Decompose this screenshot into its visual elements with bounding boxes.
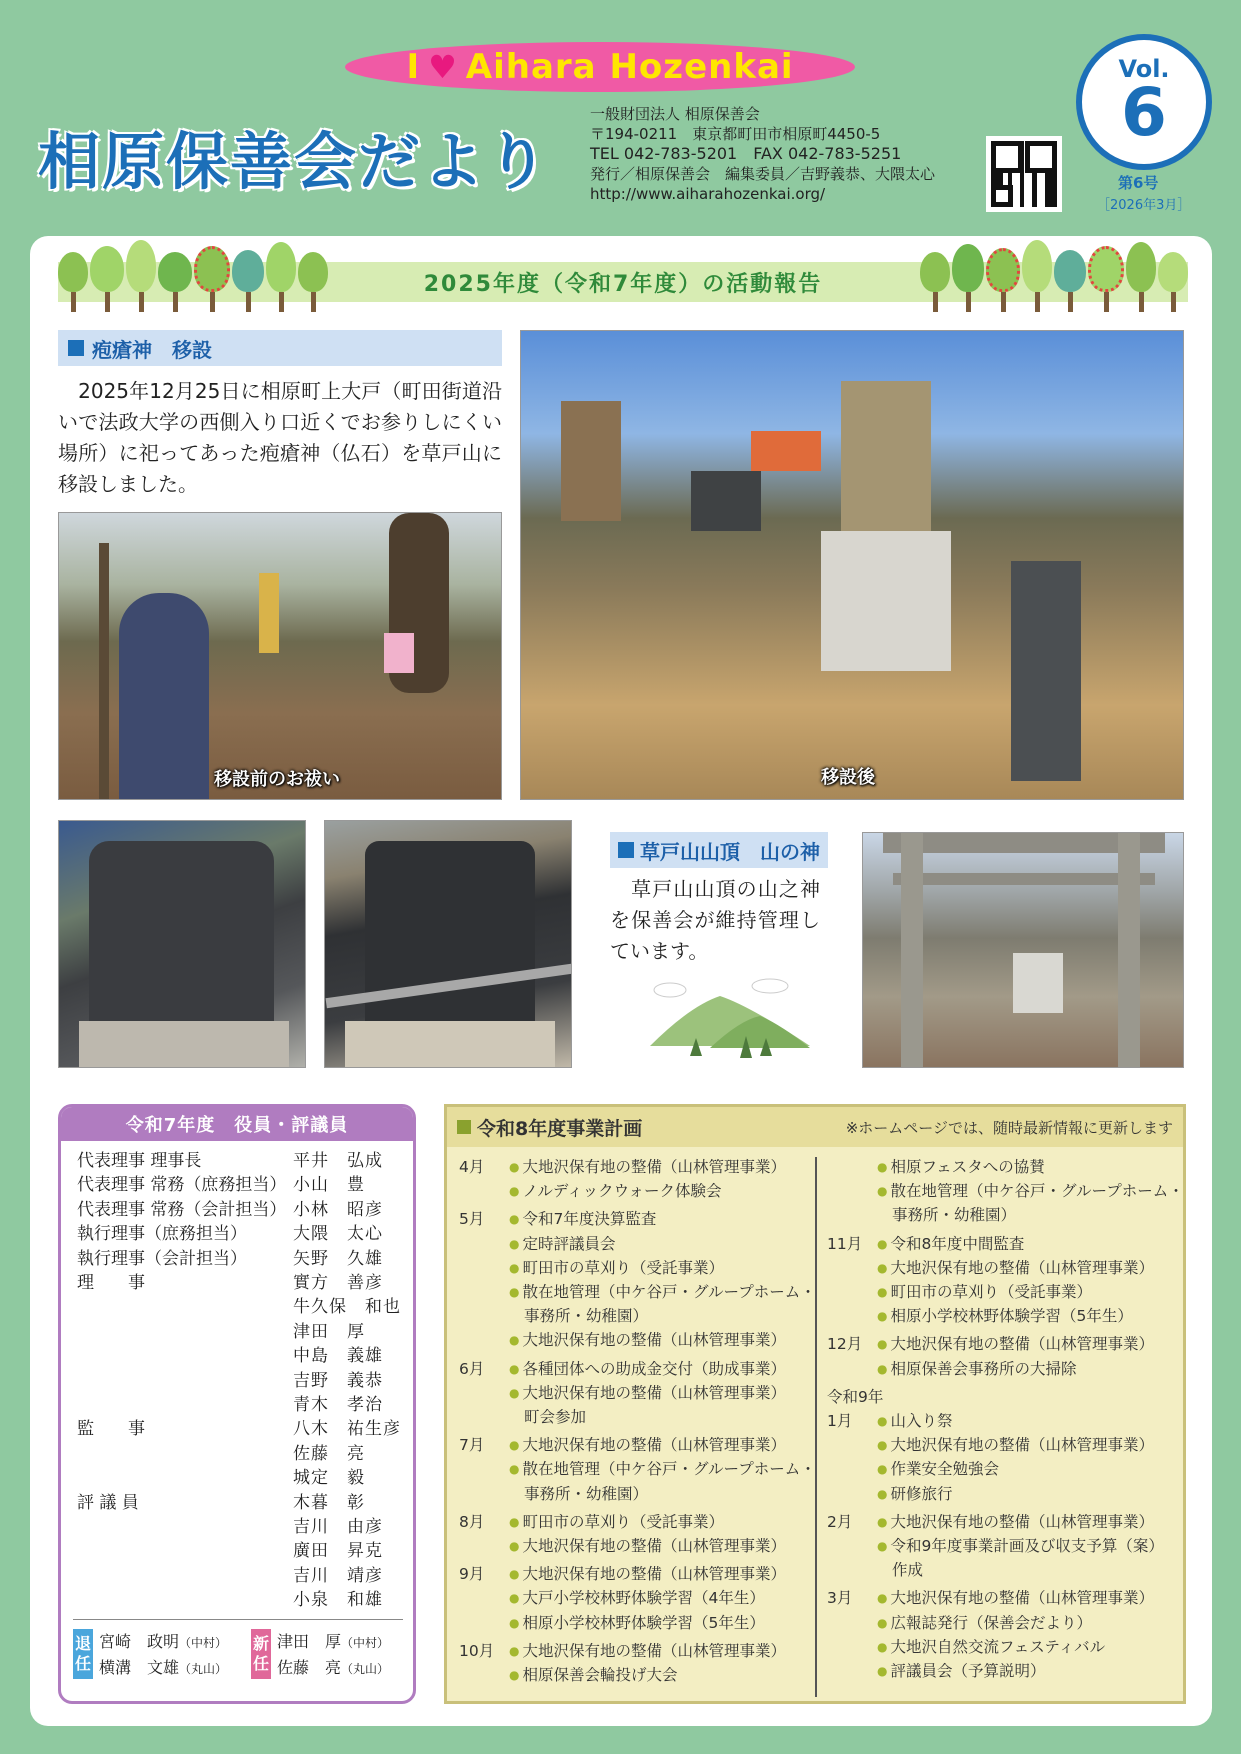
plan-item: ● 大地沢自然交流フェスティバル [877, 1635, 1105, 1657]
retired-member: 横溝 文雄（丸山） [99, 1658, 228, 1677]
new-member: 佐藤 亮（丸山） [277, 1658, 390, 1677]
plan-item: ● 大地沢保有地の整備（山林管理事業） [509, 1381, 786, 1403]
officer-name: 吉川 靖彦 [293, 1565, 383, 1586]
officer-name: 青木 孝治 [293, 1395, 383, 1415]
officer-role: 理 事 [77, 1273, 145, 1293]
plan-month: 6月 [459, 1359, 485, 1378]
banner-i: I [406, 47, 421, 87]
officers-title: 令和7年度 役員・評議員 [61, 1107, 413, 1141]
square-bullet-icon [457, 1120, 471, 1134]
officer-name: 牛久保 和也 [293, 1297, 401, 1318]
plan-item: ● 町田市の草刈り（受託事業） [877, 1280, 1092, 1302]
report-heading [58, 262, 1188, 302]
plan-item: ● 大地沢保有地の整備（山林管理事業） [509, 1155, 786, 1177]
plan-item: ● 相原保善会輪投げ大会 [509, 1663, 678, 1685]
section-hoso-heading: 疱瘡神 移設 [58, 330, 502, 366]
plan-year-label: 令和9年 [827, 1387, 884, 1406]
officer-name: 小山 豊 [293, 1175, 365, 1196]
plan-item: ● ノルディックウォーク体験会 [509, 1179, 722, 1201]
plan-item: ● 大地沢保有地の整備（山林管理事業） [877, 1433, 1154, 1455]
plan-item: 事務所・幼稚園） [524, 1484, 649, 1503]
plan-month: 5月 [459, 1210, 485, 1229]
plan-item: ● 令和7年度決算監査 [509, 1207, 656, 1229]
photo-before-relocation [58, 512, 502, 800]
issue-number: 第6号 [1118, 174, 1159, 192]
officer-name: 實方 善彦 [293, 1273, 383, 1293]
plan-item: ● 散在地管理（中ケ谷戸・グループホーム・ [509, 1457, 816, 1479]
plan-title: 令和8年度事業計画 [477, 1117, 643, 1140]
square-bullet-icon [68, 340, 84, 356]
volume-badge [1076, 34, 1212, 170]
officer-name: 木暮 彰 [293, 1492, 365, 1513]
org-name: 一般財団法人 相原保善会 [590, 105, 760, 123]
plan-item: ● 定時評議員会 [509, 1232, 616, 1254]
main-panel [30, 236, 1212, 1726]
photo-stone-inscription-2 [324, 820, 572, 1068]
square-bullet-icon [618, 842, 634, 858]
officer-name: 廣田 昇克 [293, 1541, 383, 1562]
officer-name: 津田 厚 [293, 1321, 365, 1342]
photo-stone-inscription-1 [58, 820, 306, 1068]
plan-month: 12月 [827, 1335, 863, 1354]
issue-date: ［2026年3月］ [1097, 198, 1191, 213]
officer-role: 監 事 [77, 1419, 145, 1440]
officer-name: 吉野 義恭 [293, 1370, 383, 1391]
photo-after-caption: 移設後 [821, 767, 875, 788]
plan-item: ● 相原小学校林野体験学習（5年生） [877, 1304, 1133, 1326]
plan-item: ● 散在地管理（中ケ谷戸・グループホーム・ [509, 1280, 816, 1302]
plan-item: ● 作業安全勉強会 [877, 1457, 999, 1479]
plan-month: 11月 [827, 1234, 863, 1253]
new-member: 津田 厚（中村） [277, 1632, 390, 1651]
plan-month: 3月 [827, 1589, 853, 1608]
heart-icon: ♥ [428, 48, 458, 86]
plan-note: ※ホームページでは、随時最新情報に更新します [845, 1118, 1173, 1137]
officer-name: 中島 義雄 [293, 1346, 383, 1367]
column-divider [815, 1157, 817, 1697]
officer-role: 代表理事 常務（会計担当） [77, 1199, 287, 1220]
plan-item: ● 大地沢保有地の整備（山林管理事業） [509, 1328, 786, 1350]
new-tag: 新 任 [251, 1629, 271, 1679]
plan-month: 1月 [827, 1412, 853, 1430]
retired-member: 宮崎 政明（中村） [99, 1632, 228, 1651]
officer-name: 城定 毅 [293, 1468, 365, 1489]
officers-divider [73, 1619, 403, 1620]
plan-item: ● 大地沢保有地の整備（山林管理事業） [509, 1639, 786, 1661]
tree-decoration-left [58, 240, 328, 312]
officer-name: 八木 祐生彦 [293, 1419, 401, 1440]
plan-item: ● 令和9年度事業計画及び収支予算（案） [877, 1534, 1164, 1556]
officer-role: 執行理事（庶務担当） [77, 1224, 247, 1245]
photo-after-relocation [520, 330, 1184, 800]
plan-item: ● 研修旅行 [877, 1482, 953, 1504]
plan-item: ● 評議員会（予算説明） [877, 1659, 1046, 1681]
plan-month: 8月 [459, 1512, 485, 1531]
banner-name: Aihara Hozenkai [465, 47, 794, 87]
plan-heading [447, 1107, 1183, 1147]
plan-month: 4月 [459, 1158, 485, 1176]
section-yamanokami-text: 草戸山山頂の山之神を保善会が維持管理しています。 [610, 877, 820, 963]
publisher-info [590, 104, 980, 204]
plan-item: ● 相原小学校林野体験学習（5年生） [509, 1611, 765, 1633]
section-hoso-text: 2025年12月25日に相原町上大戸（町田街道沿いで法政大学の西側入り口近くでお参りしにくい場所）に祀ってあった疱瘡神（仏石）を草戸山に移設しました。 [58, 379, 502, 496]
officer-role: 代表理事 理事長 [77, 1151, 202, 1171]
plan-item: ● 町田市の草刈り（受託事業） [509, 1256, 724, 1278]
title-banner [345, 42, 855, 92]
business-plan-box [444, 1104, 1186, 1704]
officer-name: 大隈 太心 [293, 1224, 383, 1245]
plan-item: ● 相原フェスタへの協賛 [877, 1155, 1045, 1177]
photo-mountain-shrine [862, 832, 1184, 1068]
officer-role: 執行理事（会計担当） [77, 1248, 247, 1269]
plan-item: 事務所・幼稚園） [892, 1206, 1017, 1225]
plan-item: ● 大地沢保有地の整備（山林管理事業） [877, 1332, 1154, 1354]
vol-label: Vol. [1118, 55, 1170, 83]
plan-item: ● 令和8年度中間監査 [877, 1232, 1024, 1254]
officer-name: 平井 弘成 [293, 1151, 383, 1171]
report-title: 2025年度（令和7年度）の活動報告 [423, 271, 823, 297]
plan-item: 町会参加 [524, 1408, 587, 1426]
mountain-illustration-icon [650, 976, 810, 1060]
retired-tag: 退 任 [73, 1629, 93, 1679]
plan-item: ● 大戸小学校林野体験学習（4年生） [509, 1586, 765, 1608]
officer-name: 小泉 和雄 [293, 1590, 383, 1611]
plan-item: ● 大地沢保有地の整備（山林管理事業） [877, 1586, 1154, 1608]
plan-item: ● 散在地管理（中ケ谷戸・グループホーム・ [877, 1179, 1184, 1201]
section-yamanokami-heading: 草戸山山頂 山の神 [610, 832, 828, 868]
plan-item: 作成 [892, 1561, 924, 1580]
plan-month: 2月 [827, 1512, 853, 1531]
plan-item: ● 相原保善会事務所の大掃除 [877, 1357, 1077, 1379]
tel-fax: TEL 042-783-5201 FAX 042-783-5251 [590, 144, 902, 163]
plan-item: 事務所・幼稚園） [524, 1307, 649, 1326]
officers-box [58, 1104, 416, 1704]
photo-before-caption: 移設前のお祓い [214, 769, 340, 790]
plan-item: ● 大地沢保有地の整備（山林管理事業） [509, 1562, 786, 1584]
newsletter-title: 相原保善会だより [38, 125, 551, 198]
officer-role: 代表理事 常務（庶務担当） [77, 1175, 287, 1196]
officer-name: 矢野 久雄 [293, 1248, 383, 1269]
plan-month: 9月 [459, 1565, 485, 1584]
plan-item: ● 大地沢保有地の整備（山林管理事業） [877, 1510, 1154, 1532]
plan-item: ● 大地沢保有地の整備（山林管理事業） [509, 1433, 786, 1455]
plan-month: 10月 [459, 1641, 495, 1660]
plan-item: ● 山入り祭 [877, 1409, 953, 1431]
plan-item: ● 広報誌発行（保善会だより） [877, 1611, 1092, 1633]
officer-name: 佐藤 亮 [293, 1443, 365, 1464]
plan-item: ● 町田市の草刈り（受託事業） [509, 1510, 724, 1532]
plan-item: ● 大地沢保有地の整備（山林管理事業） [877, 1256, 1154, 1278]
plan-item: ● 各種団体への助成金交付（助成事業） [509, 1357, 786, 1379]
address: 〒194-0211 東京都町田市相原町4450-5 [590, 125, 881, 143]
website-url[interactable]: http://www.aiharahozenkai.org/ [590, 185, 826, 203]
officer-name: 吉川 由彦 [293, 1517, 383, 1537]
vol-number: 6 [1121, 74, 1167, 151]
plan-item: ● 大地沢保有地の整備（山林管理事業） [509, 1534, 786, 1556]
qr-code-icon[interactable] [986, 136, 1062, 212]
tree-decoration-right [920, 240, 1188, 312]
editors: 発行／相原保善会 編集委員／吉野義恭、大隈太心 [590, 165, 936, 183]
officer-name: 小林 昭彦 [293, 1199, 383, 1220]
plan-month: 7月 [459, 1436, 485, 1455]
officer-role: 評 議 員 [77, 1492, 139, 1513]
